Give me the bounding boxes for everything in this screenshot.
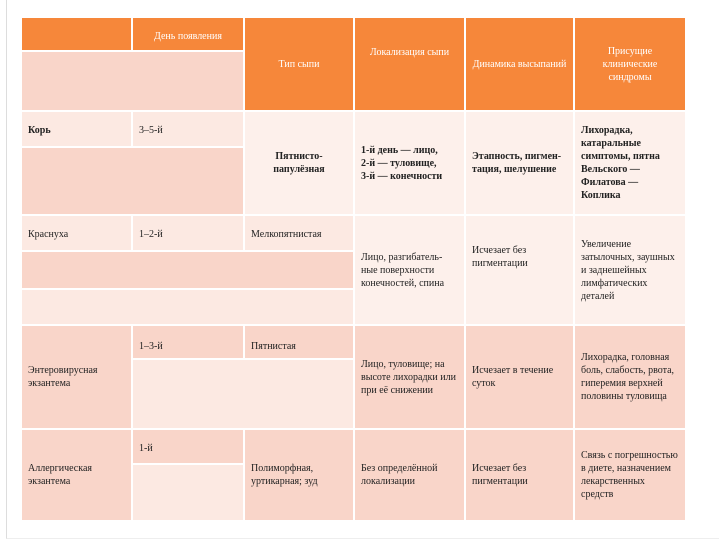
row-dynamics: Этапность, пигмен- тация, шелушение — [466, 112, 575, 216]
header-day: День появления — [133, 18, 245, 52]
row-subcell — [22, 252, 355, 290]
row-day: 1–3-й — [133, 326, 245, 360]
row-type: Полиморфная, уртикарная; зуд — [245, 430, 355, 522]
header-syndromes: Присущие клинические синдромы — [575, 18, 687, 112]
row-day: 1–2-й — [133, 216, 245, 252]
row-dynamics: Исчезает в течение суток — [466, 326, 575, 430]
row-syndromes: Увеличение затылочных, заушных и заднешейных лимфатических деталей — [575, 216, 687, 326]
row-type: Пятнисто-папулёзная — [245, 112, 355, 216]
row-name: Энтеровирусная экзантема — [22, 326, 133, 430]
header-blank — [22, 18, 133, 52]
row-type: Пятнистая — [245, 326, 355, 360]
row-localization: 1-й день — лицо, 2-й — туловище, 3-й — конечности — [355, 112, 466, 216]
row-localization: Лицо, разгибатель-ные поверхности конечностей, спина — [355, 216, 466, 326]
row-name: Аллергическая экзантема — [22, 430, 133, 522]
row-subcell — [22, 290, 355, 326]
row-type: Мелкопятнистая — [245, 216, 355, 252]
row-name: Краснуха — [22, 216, 133, 252]
row-dynamics: Исчезает без пигментации — [466, 216, 575, 326]
row-localization: Без определённой локализации — [355, 430, 466, 522]
row-subcell — [133, 465, 245, 522]
row-syndromes: Лихорадка, катаральные симптомы, пятна Вельского — Филатова — Коплика — [575, 112, 687, 216]
row-day: 1-й — [133, 430, 245, 465]
row-subcell — [133, 360, 355, 430]
row-localization: Лицо, туловище; на высоте лихорадки или при её снижении — [355, 326, 466, 430]
header-localization: Локализация сыпи — [355, 18, 466, 112]
header-type: Тип сыпи — [245, 18, 355, 112]
row-name: Корь — [22, 112, 133, 148]
header-dynamics: Динамика высыпаний — [466, 18, 575, 112]
row-syndromes: Связь с погрешностью в диете, назначением лекарственных средств — [575, 430, 687, 522]
row-subcell — [22, 148, 245, 216]
row-dynamics: Исчезает без пигментации — [466, 430, 575, 522]
header-subcell — [22, 52, 245, 112]
row-day: 3–5-й — [133, 112, 245, 148]
row-syndromes: Лихорадка, головная боль, слабость, рвота, гиперемия верхней половины туловища — [575, 326, 687, 430]
